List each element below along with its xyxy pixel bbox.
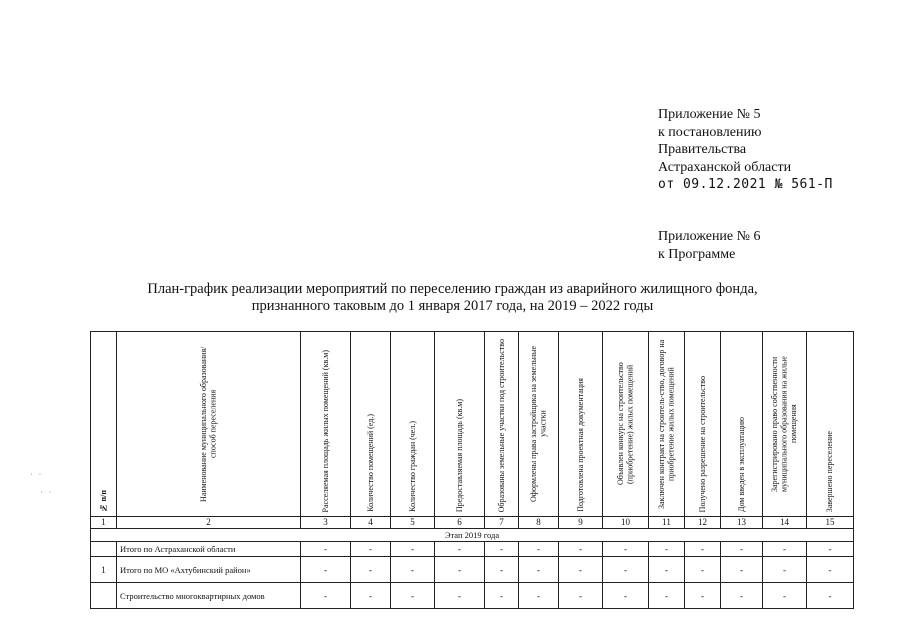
document-title [0, 281, 905, 315]
column-number: 14 [763, 517, 807, 529]
column-number: 9 [559, 517, 603, 529]
row-value: - [519, 557, 559, 583]
row-value: - [559, 542, 603, 557]
header-label: Количество помещений (ед.) [365, 414, 375, 512]
row-value: - [649, 557, 685, 583]
header-cell [649, 332, 685, 517]
row-value: - [435, 583, 485, 609]
column-number: 3 [301, 517, 351, 529]
row-value: - [391, 557, 435, 583]
title-line2: признанного таковым до 1 января 2017 года, на 2019 – 2022 годы [251, 298, 654, 314]
row-value: - [807, 542, 854, 557]
header-cell [351, 332, 391, 517]
header-cell [519, 332, 559, 517]
header-cell [559, 332, 603, 517]
annex-5-line4: Астраханской области [658, 159, 792, 175]
row-value: - [391, 583, 435, 609]
annex-5-line3: Правительства [658, 142, 747, 157]
column-number: 4 [351, 517, 391, 529]
column-number: 5 [391, 517, 435, 529]
column-number: 11 [649, 517, 685, 529]
column-number: 10 [603, 517, 649, 529]
header-cell [91, 332, 117, 517]
column-number: 2 [117, 517, 301, 529]
column-number: 1 [91, 517, 117, 529]
row-value: - [649, 583, 685, 609]
header-cell [685, 332, 721, 517]
row-value: - [763, 542, 807, 557]
row-value: - [685, 557, 721, 583]
row-value: - [721, 542, 763, 557]
row-value: - [301, 542, 351, 557]
row-value: - [351, 542, 391, 557]
row-index [91, 583, 117, 609]
annex-6-line2: к Программе [658, 246, 736, 262]
header-label: Завершено переселение [825, 430, 835, 512]
title-line1: План-график реализации мероприятий по переселению граждан из аварийного жилищного фонда, [147, 281, 758, 297]
header-cell [721, 332, 763, 517]
row-value: - [485, 542, 519, 557]
row-value: - [435, 557, 485, 583]
header-label: Заключен контракт на строитель-ство, договор на приобретение жилых помещений [657, 339, 676, 509]
header-cell [763, 332, 807, 517]
table-row [91, 542, 854, 557]
header-label: Расселяемая площадь жилых помещений (кв.м) [320, 349, 330, 512]
row-value: - [603, 583, 649, 609]
plan-schedule-table [90, 331, 854, 609]
header-cell [391, 332, 435, 517]
annex-5-line1: Приложение № 5 [658, 107, 761, 122]
column-number: 6 [435, 517, 485, 529]
header-label: Предоставляемая площадь (кв.м) [454, 398, 464, 512]
annex-5-line2: к постановлению [658, 124, 762, 140]
header-cell [117, 332, 301, 517]
row-value: - [807, 557, 854, 583]
column-number: 15 [807, 517, 854, 529]
row-value: - [763, 583, 807, 609]
row-value: - [721, 583, 763, 609]
row-value: - [351, 583, 391, 609]
header-cell [807, 332, 854, 517]
row-value: - [685, 583, 721, 609]
row-value: - [649, 542, 685, 557]
annex-6-block [658, 228, 761, 263]
header-cell [485, 332, 519, 517]
row-value: - [685, 542, 721, 557]
header-row [91, 332, 854, 517]
table-row [91, 583, 854, 609]
header-label: Объявлен конкурс на строительство (приобретение) жилых помещений [616, 362, 635, 486]
row-value: - [603, 557, 649, 583]
header-label: Подготовлена проектная документация [575, 378, 585, 512]
row-value: - [435, 542, 485, 557]
annex-5-date-line: от 09.12.2021 № 561-П [658, 177, 833, 192]
row-name: Итого по Астраханской области [117, 542, 301, 557]
row-value: - [519, 542, 559, 557]
row-value: - [603, 542, 649, 557]
row-value: - [485, 583, 519, 609]
header-label: Наименование муниципального образования/ способ переселения [199, 346, 218, 502]
header-cell [301, 332, 351, 517]
row-index [91, 542, 117, 557]
row-value: - [301, 583, 351, 609]
column-number: 12 [685, 517, 721, 529]
scan-specks: · · [30, 470, 44, 479]
annex-5-block [658, 106, 833, 194]
table-row [91, 557, 854, 583]
row-value: - [351, 557, 391, 583]
stage-row [91, 529, 854, 542]
header-label: Оформлены права застройщика на земельные участки [529, 345, 548, 503]
header-cell [435, 332, 485, 517]
column-number: 13 [721, 517, 763, 529]
row-name: Итого по МО «Ахтубинский район» [117, 557, 301, 583]
column-number: 7 [485, 517, 519, 529]
header-label: Образованы земельные участки под строительство [496, 338, 506, 512]
row-value: - [301, 557, 351, 583]
stage-label: Этап 2019 года [91, 529, 854, 542]
header-label: № п/п [98, 489, 108, 512]
row-name: Строительство многоквартирных домов [117, 583, 301, 609]
row-value: - [807, 583, 854, 609]
scan-specks-2: · · [40, 488, 54, 497]
row-value: - [763, 557, 807, 583]
header-label: Количество граждан (чел.) [407, 421, 417, 512]
row-value: - [721, 557, 763, 583]
column-number-row [91, 517, 854, 529]
header-cell [603, 332, 649, 517]
row-value: - [559, 557, 603, 583]
header-label: Получено разрешение на строительство [697, 375, 707, 512]
annex-6-line1: Приложение № 6 [658, 229, 761, 244]
header-label: Зарегистрировано право собственности муниципального образования на жилые помещения [770, 356, 799, 492]
row-value: - [391, 542, 435, 557]
header-label: Дом введен в эксплуатацию [736, 417, 746, 512]
column-number: 8 [519, 517, 559, 529]
row-value: - [485, 557, 519, 583]
row-value: - [559, 583, 603, 609]
row-index: 1 [91, 557, 117, 583]
row-value: - [519, 583, 559, 609]
